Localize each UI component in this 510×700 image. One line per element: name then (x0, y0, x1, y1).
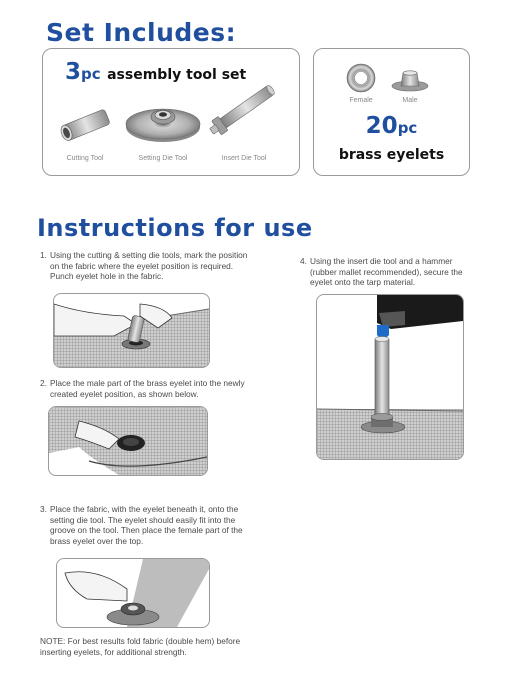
step-text: Place the fabric, with the eyelet beneath it, onto the setting die tool. The eyelet should easily fit into the groove on the tool. Then place the female part of the brass eyelet over the top. (50, 504, 243, 546)
female-eyelet-image (346, 63, 376, 93)
step-text: Place the male part of the brass eyelet into the newly created eyelet position, as shown below. (50, 378, 245, 399)
tool-set-count-suffix: pc (81, 65, 101, 83)
insert-die-tool-caption: Insert Die Tool (221, 155, 267, 162)
note: NOTE: For best results fold fabric (double hem) before inserting eyelets, for additional strength. (40, 636, 241, 657)
eyelets-panel (313, 48, 470, 176)
step-4 (300, 256, 480, 288)
step-text: Using the cutting & setting die tools, mark the position on the fabric where the eyelet position is required. Punch eyelet hole in the fabric. (50, 250, 248, 282)
cutting-tool-image (57, 105, 115, 145)
step-number: 4. (300, 256, 307, 266)
male-eyelet-caption: Male (402, 97, 418, 104)
step-number: 1. (40, 250, 47, 260)
instructions-title: Instructions for use (37, 214, 313, 242)
eyelets-count-suffix: pc (397, 119, 418, 137)
male-eyelet-image (390, 67, 430, 93)
cutting-tool-caption: Cutting Tool (66, 155, 104, 162)
tool-set-count: 3 (65, 59, 82, 85)
tool-set-panel (42, 48, 300, 176)
tool-set-label: assembly tool set (107, 67, 247, 83)
eyelets-count (314, 113, 469, 139)
set-includes-title: Set Includes: (46, 18, 237, 47)
step-number: 3. (40, 504, 47, 514)
insert-die-tool-image (203, 79, 283, 141)
step-1 (40, 250, 248, 282)
step-3 (40, 504, 250, 546)
female-eyelet-caption: Female (349, 97, 373, 104)
setting-die-tool-image (123, 97, 203, 147)
step-2 (40, 378, 248, 399)
eyelets-count-number: 20 (365, 113, 398, 139)
step-4-illustration (316, 294, 464, 460)
step-2-illustration (48, 406, 208, 476)
step-1-illustration (53, 293, 210, 368)
step-number: 2. (40, 378, 47, 388)
step-text: Using the insert die tool and a hammer (rubber mallet recommended), secure the eyelet onto the tarp material. (310, 256, 463, 288)
eyelets-label: brass eyelets (338, 147, 445, 163)
step-3-illustration (56, 558, 210, 628)
setting-die-tool-caption: Setting Die Tool (138, 155, 188, 162)
